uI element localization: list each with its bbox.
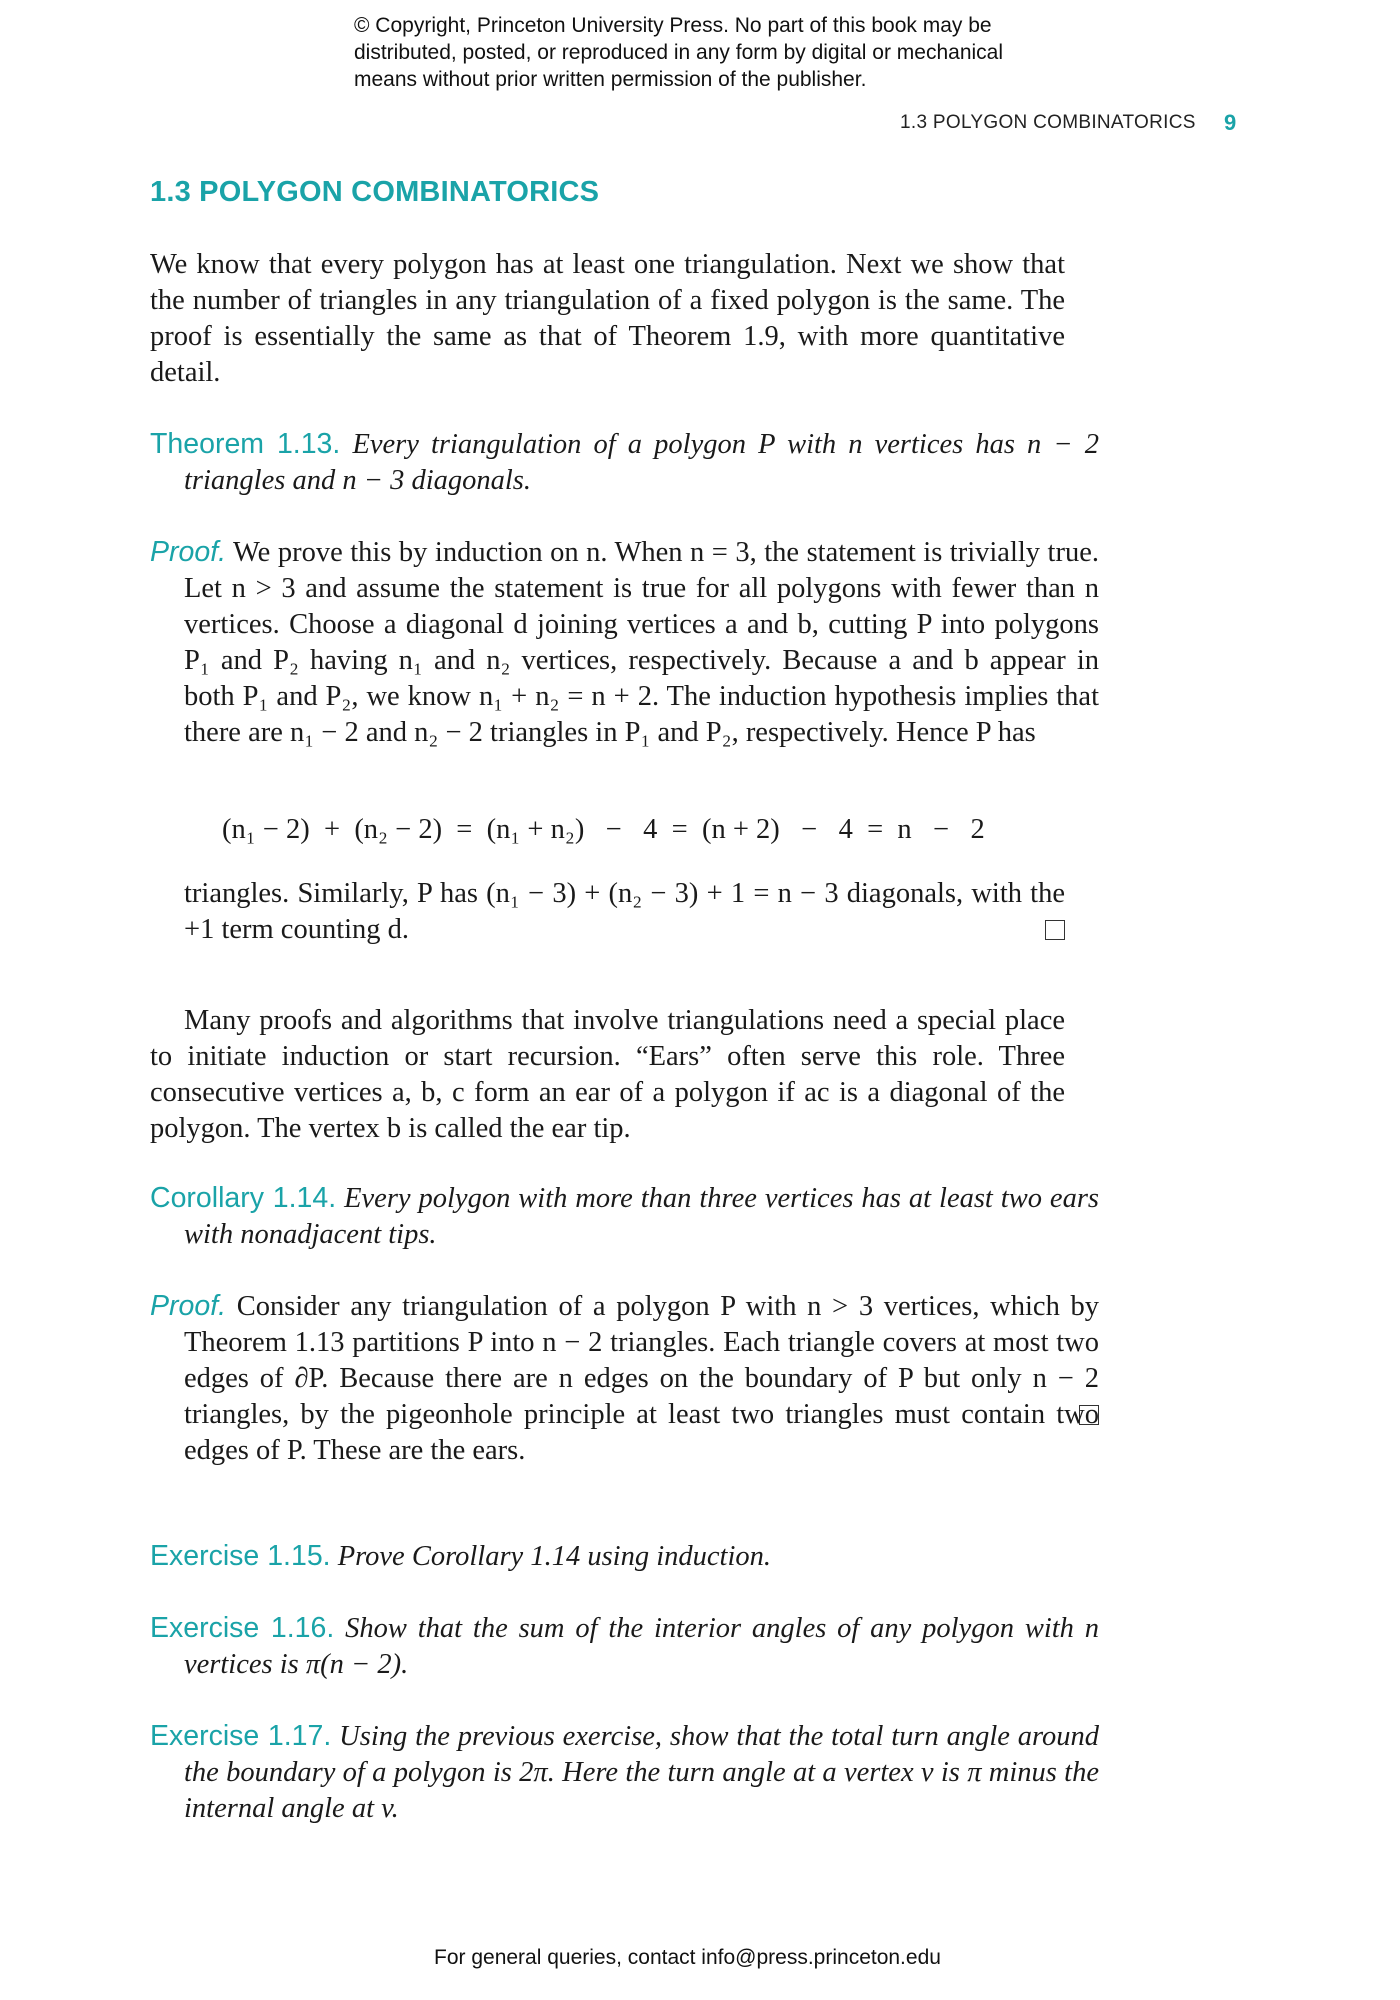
- copyright-line: © Copyright, Princeton University Press. No part of this book may be: [354, 14, 992, 37]
- exercise-1-17: [150, 1718, 1099, 1827]
- footer-contact: For general queries, contact info@press.princeton.edu: [434, 1946, 941, 1969]
- running-head: 1.3 POLYGON COMBINATORICS: [900, 112, 1196, 133]
- intro-paragraph: We know that every polygon has at least one triangulation. Next we show that the number of triangles in any triangulation of a fixed polygon is the same. The proof is essentially the same as that of Theorem 1.9, with more quantitative detail.: [150, 249, 1065, 388]
- copyright-notice: [354, 12, 1074, 93]
- exercise-text: Prove Corollary 1.14 using induction.: [337, 1541, 771, 1572]
- corollary-label: Corollary 1.14.: [150, 1182, 337, 1214]
- theorem: [150, 426, 1099, 499]
- proof-text: Consider any triangulation of a polygon P with n > 3 vertices, which by Theorem 1.13 partitions P into n − 2 triangles. Each triangle covers at most two edges of ∂P. Because there are n edges on the boundary of P but only n − 2 triangles, by the pigeonhole principle at least two triangles must contain two edges of P. These are the ears.: [184, 1291, 1099, 1466]
- exercise-label: Exercise 1.15.: [150, 1540, 331, 1572]
- corollary-statement: Every polygon with more than three vertices has at least two ears with nonadjacent tips.: [184, 1183, 1099, 1250]
- proof-text: triangles. Similarly, P has (n₁ − 3) + (n₂ − 3) + 1 = n − 3 diagonals, with the +1 term counting d.: [184, 878, 1065, 945]
- theorem-statement: Every triangulation of a polygon P with n vertices has n − 2 triangles and n − 3 diagonals.: [184, 429, 1099, 496]
- equation: (n₁ − 2) + (n₂ − 2) = (n₁ + n₂) − 4 = (n + 2) − 4 = n − 2: [222, 814, 985, 845]
- copyright-line: distributed, posted, or reproduced in any form by digital or mechanical: [354, 41, 1004, 64]
- proof-label: Proof.: [150, 1290, 227, 1322]
- qed-box-icon: [1045, 920, 1065, 940]
- exercise-text: Using the previous exercise, show that the total turn angle around the boundary of a polygon is 2π. Here the turn angle at a vertex v is π minus the internal angle at v.: [184, 1721, 1099, 1824]
- proof-corollary: [150, 1288, 1099, 1469]
- exercise-1-16: [150, 1610, 1099, 1683]
- theorem-label: Theorem 1.13.: [150, 428, 341, 460]
- ears-paragraph: Many proofs and algorithms that involve triangulations need a special place to initiate induction or start recursion. “Ears” often serve this role. Three consecutive vertices a, b, c form an ear of a polygon if ac is a diagonal of the polygon. The vertex b is called the ear tip.: [150, 1005, 1065, 1144]
- exercise-label: Exercise 1.17.: [150, 1720, 332, 1752]
- section-heading: 1.3 POLYGON COMBINATORICS: [150, 176, 600, 208]
- copyright-line: means without prior written permission of the publisher.: [354, 68, 867, 91]
- exercise-1-15: [150, 1538, 1099, 1575]
- proof-theorem: [150, 534, 1099, 751]
- exercise-label: Exercise 1.16.: [150, 1612, 335, 1644]
- page-number: 9: [1224, 110, 1237, 135]
- proof-conclusion: [150, 876, 1065, 948]
- corollary: [150, 1180, 1099, 1253]
- proof-text: We prove this by induction on n. When n = 3, the statement is trivially true. Let n > 3 and assume the statement is true for all polygons with fewer than n vertices. Choose a diagonal d joining vertices a and b, cutting P into polygons P₁ and P₂ having n₁ and n₂ vertices, respectively. Because a and b appear in both P₁ and P₂, we know n₁ + n₂ = n + 2. The induction hypothesis implies that there are n₁ − 2 and n₂ − 2 triangles in P₁ and P₂, respectively. Hence P has: [184, 537, 1099, 748]
- exercise-text: Show that the sum of the interior angles of any polygon with n vertices is π(n − 2).: [184, 1613, 1100, 1680]
- proof-label: Proof.: [150, 536, 227, 568]
